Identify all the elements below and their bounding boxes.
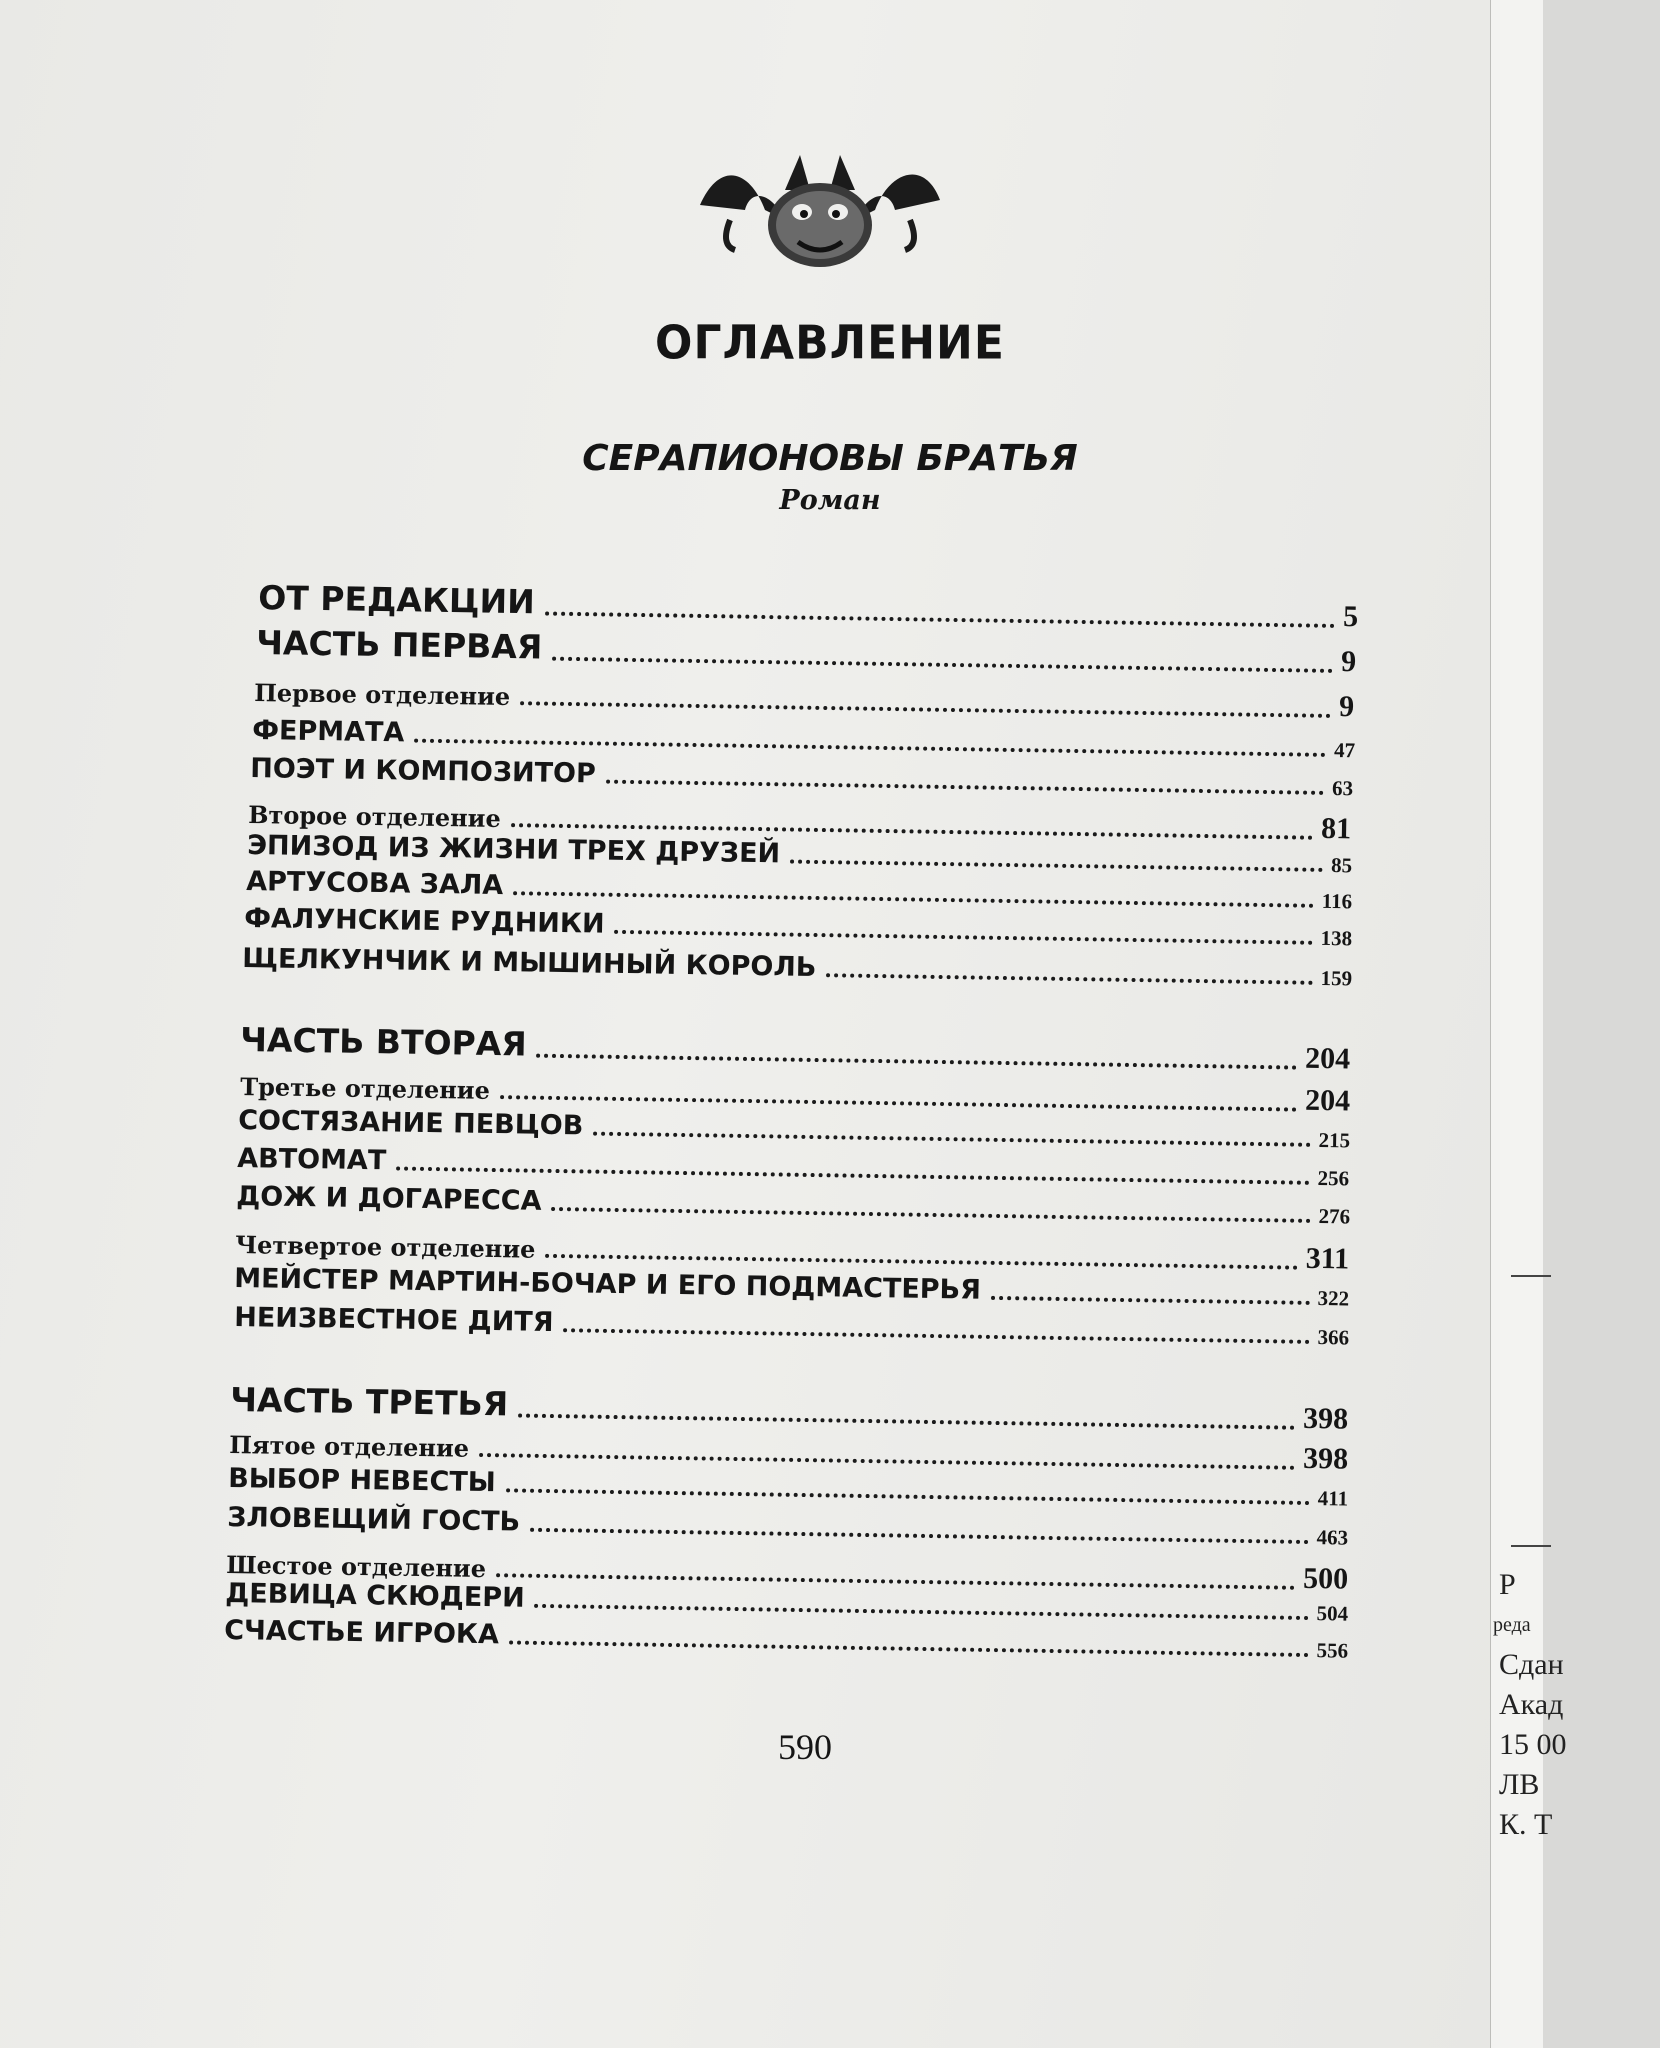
imprint-line: Сдан <box>1499 1648 1564 1681</box>
toc-entry-title: НЕИЗВЕСТНОЕ ДИТЯ <box>234 1302 554 1339</box>
toc-entry-title: ФАЛУНСКИЕ РУДНИКИ <box>244 903 605 940</box>
toc-entry-title: МЕЙСТЕР МАРТИН-БОЧАР И ЕГО ПОДМАСТЕРЬЯ <box>234 1263 982 1306</box>
toc-entry-page: 256 <box>1317 1165 1350 1191</box>
toc-entry-page: 366 <box>1317 1325 1350 1350</box>
toc-leader-dots <box>414 739 1326 757</box>
toc-entry-title: СЧАСТЬЕ ИГРОКА <box>224 1615 500 1651</box>
toc-entry-title: ДОЖ И ДОГАРЕССА <box>236 1181 542 1217</box>
toc-entry-sinister-guest <box>227 1502 1348 1551</box>
toc-entry-page: 500 <box>1302 1561 1349 1596</box>
imprint-fragment <box>1493 1565 1567 1845</box>
toc-entry-page: 276 <box>1318 1204 1351 1229</box>
toc-entry-page: 81 <box>1320 811 1352 846</box>
toc-leader-dots <box>513 891 1314 908</box>
adjacent-page-edge <box>1490 0 1567 2048</box>
imprint-line: ЛВ <box>1499 1768 1540 1801</box>
imprint-line: Акад <box>1499 1688 1564 1721</box>
book-title: СЕРАПИОНОВЫ БРАТЬЯ <box>582 438 1078 479</box>
toc-entry-page: 556 <box>1316 1638 1349 1663</box>
toc-leader-dots <box>551 1207 1310 1223</box>
toc-entry-title: ЗЛОВЕЩИЙ ГОСТЬ <box>227 1502 521 1538</box>
imprint-line: К. Т <box>1499 1808 1553 1841</box>
toc-entry-page: 9 <box>1338 690 1355 724</box>
toc-entry-page: 215 <box>1318 1127 1351 1153</box>
toc-leader-dots <box>520 701 1331 718</box>
toc-entry-title: ЭПИЗОД ИЗ ЖИЗНИ ТРЕХ ДРУЗЕЙ <box>247 830 781 870</box>
toc-entry-title: СОСТЯЗАНИЕ ПЕВЦОВ <box>238 1105 584 1142</box>
toc-entry-title: ЧАСТЬ ВТОРАЯ <box>240 1020 528 1064</box>
toc-entry-title: ВЫБОР НЕВЕСТЫ <box>228 1463 497 1499</box>
imprint-line: 15 00 <box>1499 1728 1567 1761</box>
toc-entry-page: 204 <box>1304 1083 1351 1118</box>
toc-entry-nutcracker <box>242 943 1352 991</box>
toc-entry-title: Третье отделение <box>240 1072 491 1105</box>
toc-entry-page: 398 <box>1302 1401 1349 1436</box>
imprint-line: Р <box>1499 1568 1516 1601</box>
toc-entry-page: 85 <box>1330 853 1353 878</box>
toc-leader-dots <box>479 1453 1295 1470</box>
toc-entry-title: Первое отделение <box>254 678 511 712</box>
toc-entry-page: 398 <box>1302 1441 1349 1476</box>
imprint-line: реда <box>1493 1614 1531 1636</box>
contents-title: ОГЛАВЛЕНИЕ <box>655 316 1005 371</box>
toc-entry-title: ОТ РЕДАКЦИИ <box>258 578 536 622</box>
toc-leader-dots <box>518 1414 1295 1430</box>
toc-entry-page: 138 <box>1320 925 1353 951</box>
toc-entry-page: 311 <box>1305 1241 1350 1276</box>
toc-entry-page: 463 <box>1316 1525 1349 1550</box>
toc-entry-title: Второе отделение <box>248 800 501 833</box>
toc-entry-page: 63 <box>1331 775 1354 801</box>
toc-entry-strange-child <box>234 1302 1349 1351</box>
toc-leader-dots <box>509 1640 1309 1657</box>
toc-entry-page: 159 <box>1320 965 1353 991</box>
toc-entry-title: ЩЕЛКУНЧИК И МЫШИНЫЙ КОРОЛЬ <box>242 943 817 984</box>
toc-leader-dots <box>593 1132 1310 1147</box>
toc-entry-page: 9 <box>1340 645 1357 679</box>
toc-entry-title: ДЕВИЦА СКЮДЕРИ <box>225 1578 525 1614</box>
toc-leader-dots <box>530 1528 1309 1544</box>
toc-entry-title: АРТУСОВА ЗАЛА <box>246 866 504 902</box>
toc-leader-dots <box>563 1328 1309 1344</box>
toc-leader-dots <box>614 930 1312 945</box>
toc-leader-dots <box>790 860 1323 872</box>
toc-leader-dots <box>545 612 1335 628</box>
toc-entry-title: ПОЭТ И КОМПОЗИТОР <box>250 753 597 790</box>
divider <box>1511 1275 1551 1277</box>
toc-leader-dots <box>545 1254 1297 1270</box>
toc-entry-page: 322 <box>1317 1286 1350 1311</box>
toc-entry-title: Шестое отделение <box>226 1550 487 1584</box>
toc-entry-page: 5 <box>1342 600 1359 634</box>
toc-leader-dots <box>535 1604 1309 1620</box>
toc-leader-dots <box>826 973 1312 985</box>
toc-entry-title: Четвертое отделение <box>235 1230 536 1264</box>
toc-entry-part-two <box>240 1020 1350 1076</box>
toc-leader-dots <box>506 1488 1310 1505</box>
toc-entry-page: 504 <box>1316 1601 1349 1626</box>
toc-entry-page: 47 <box>1333 737 1356 763</box>
toc-entry-title: ЧАСТЬ ТРЕТЬЯ <box>230 1380 509 1424</box>
toc-leader-dots <box>552 657 1333 673</box>
toc-entry-page: 411 <box>1317 1486 1349 1511</box>
toc-entry-page: 116 <box>1321 888 1353 914</box>
book-subtitle: Роман <box>779 485 881 516</box>
toc-entry-title: АВТОМАТ <box>237 1143 387 1177</box>
toc-entry-page: 204 <box>1304 1041 1351 1076</box>
toc-leader-dots <box>991 1296 1310 1305</box>
divider <box>1511 1545 1551 1547</box>
toc-entry-title: Пятое отделение <box>229 1430 470 1463</box>
page-number: 590 <box>778 1727 832 1767</box>
toc-leader-dots <box>606 780 1324 795</box>
toc-entry-title: ЧАСТЬ ПЕРВАЯ <box>256 623 543 667</box>
toc-entry-title: ФЕРМАТА <box>252 715 405 749</box>
toc-leader-dots <box>536 1054 1297 1070</box>
toc-entry-section-1 <box>254 673 1354 724</box>
toc-leader-dots <box>396 1166 1309 1184</box>
toc-leader-dots <box>500 1095 1297 1112</box>
